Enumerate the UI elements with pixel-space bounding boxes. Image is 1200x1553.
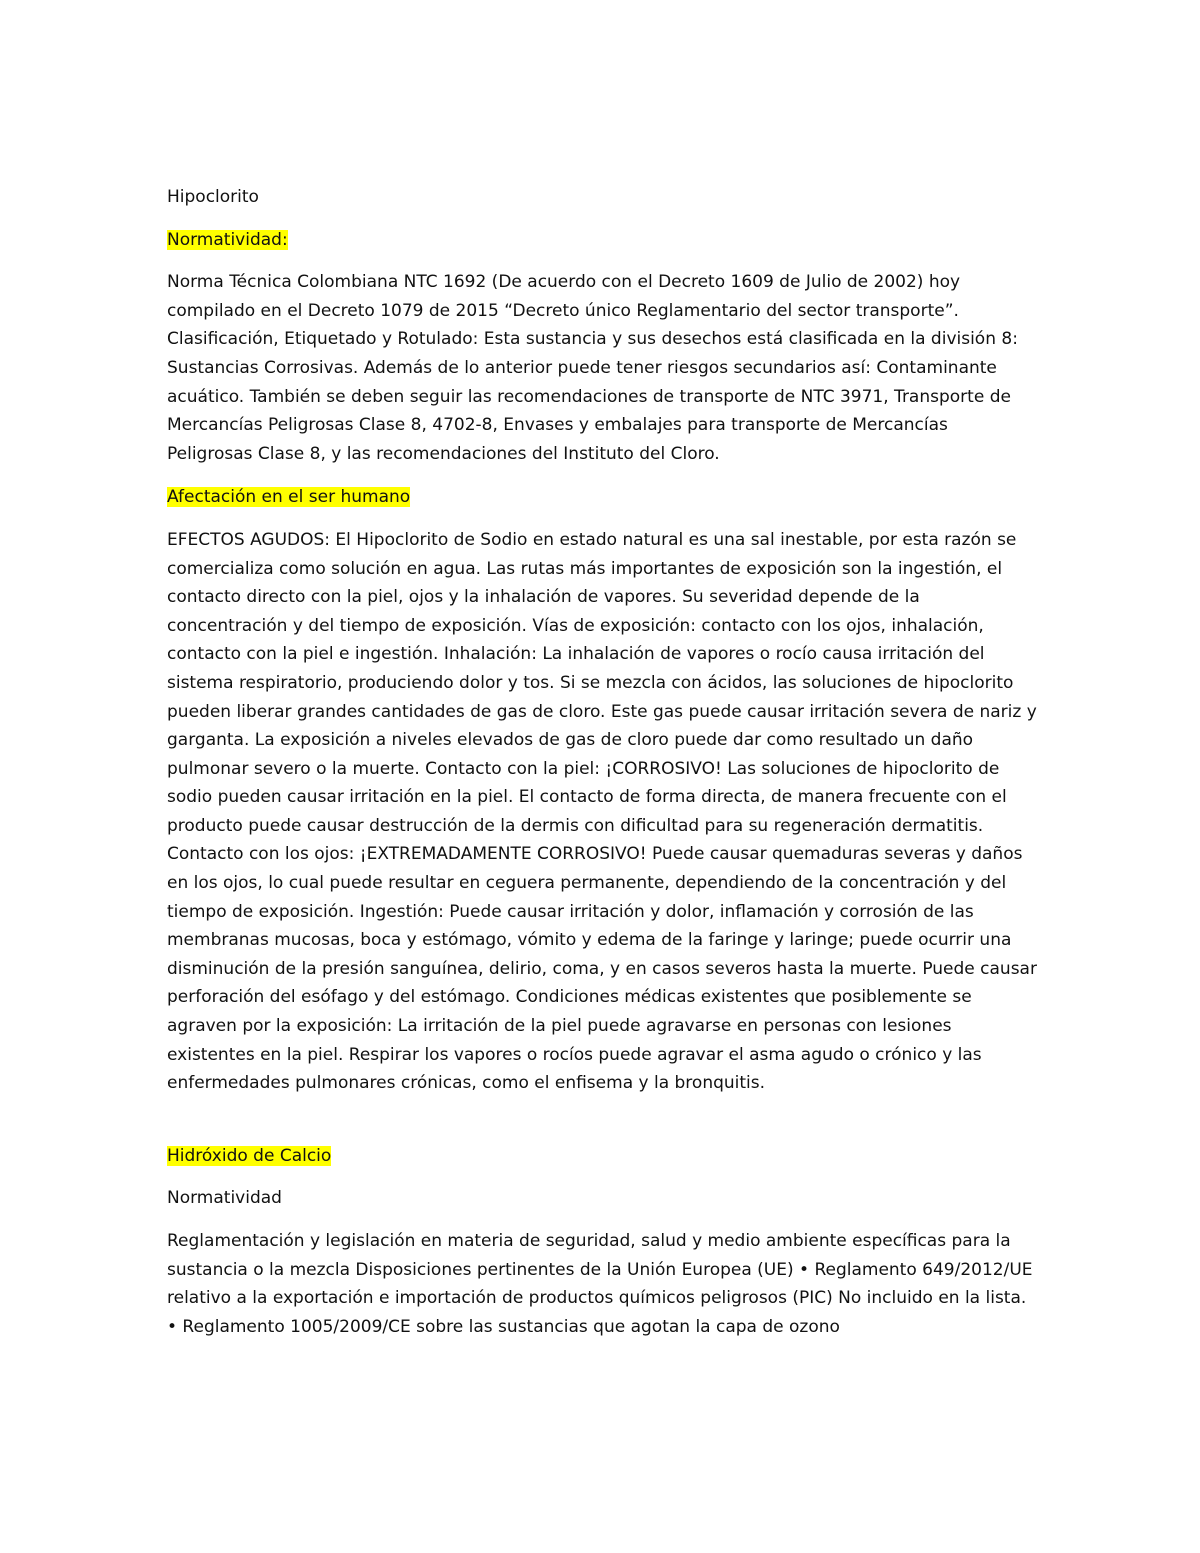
highlighted-heading-normatividad: Normatividad: xyxy=(167,229,288,250)
highlighted-heading-hidroxido: Hidróxido de Calcio xyxy=(167,1145,332,1166)
section-heading-afectacion xyxy=(167,483,1037,512)
document-title: Hipoclorito xyxy=(167,187,259,207)
highlighted-heading-afectacion: Afectación en el ser humano xyxy=(167,487,411,508)
section-heading-hidroxido xyxy=(167,1142,1037,1171)
document-content xyxy=(167,183,1037,1341)
paragraph-reglamentacion: Reglamentación y legislación en materia de seguridad, salud y medio ambiente específicas para la sustancia o la mezcla Disposiciones pertinentes de la Unión Europea (UE) • Reglamento 649/2012/UE relativo a la exportación e importación de productos químicos peligrosos (PIC) No incluido en la lista. • Reglamento 1005/2009/CE sobre las sustancias que agotan la capa de ozono xyxy=(167,1231,1033,1337)
subheading-normatividad: Normatividad xyxy=(167,1188,282,1209)
section-heading-normatividad xyxy=(167,226,1037,255)
paragraph-normatividad: Norma Técnica Colombiana NTC 1692 (De acuerdo con el Decreto 1609 de Julio de 2002) hoy compilado en el Decreto 1079 de 2015 “Decreto único Reglamentario del sector transporte”. Clasificación, Etiquetado y Rotulado: Esta sustancia y sus desechos está clasificada en la división 8: Sustancias Corrosivas. Además de lo anterior puede tener riesgos secundarios así: Contaminante acuático. También se deben seguir las recomendaciones de transporte de NTC 3971, Transporte de Mercancías Peligrosas Clase 8, 4702-8, Envases y embalajes para transporte de Mercancías Peligrosas Clase 8, y las recomendaciones del Instituto del Cloro. xyxy=(167,272,1018,464)
paragraph-efectos-agudos: EFECTOS AGUDOS: El Hipoclorito de Sodio en estado natural es una sal inestable, por esta razón se comercializa como solución en agua. Las rutas más importantes de exposición son la ingestión, el contacto directo con la piel, ojos y la inhalación de vapores. Su severidad depende de la concentración y del tiempo de exposición. Vías de exposición: contacto con los ojos, inhalación, contacto con la piel e ingestión. Inhalación: La inhalación de vapores o rocío causa irritación del sistema respiratorio, produciendo dolor y tos. Si se mezcla con ácidos, las soluciones de hipoclorito pueden liberar grandes cantidades de gas de cloro. Este gas puede causar irritación severa de nariz y garganta. La exposición a niveles elevados de gas de cloro puede dar como resultado un daño pulmonar severo o la muerte. Contacto con la piel: ¡CORROSIVO! Las soluciones de hipoclorito de sodio pueden causar irritación en la piel. El contacto de forma directa, de manera frecuente con el producto puede causar destrucción de la dermis con dificultad para su regeneración dermatitis. Contacto con los ojos: ¡EXTREMADAMENTE CORROSIVO! Puede causar quemaduras severas y daños en los ojos, lo cual puede resultar en ceguera permanente, dependiendo de la concentración y del tiempo de exposición. Ingestión: Puede causar irritación y dolor, inflamación y corrosión de las membranas mucosas, boca y estómago, vómito y edema de la faringe y laringe; puede ocurrir una disminución de la presión sanguínea, delirio, coma, y en casos severos hasta la muerte. Puede causar perforación del esófago y del estómago. Condiciones médicas existentes que posiblemente se agraven por la exposición: La irritación de la piel puede agravarse en personas con lesiones existentes en la piel. Respirar los vapores o rocíos puede agravar el asma agudo o crónico y las enfermedades pulmonares crónicas, como el enfisema y la bronquitis. xyxy=(167,529,1037,1094)
